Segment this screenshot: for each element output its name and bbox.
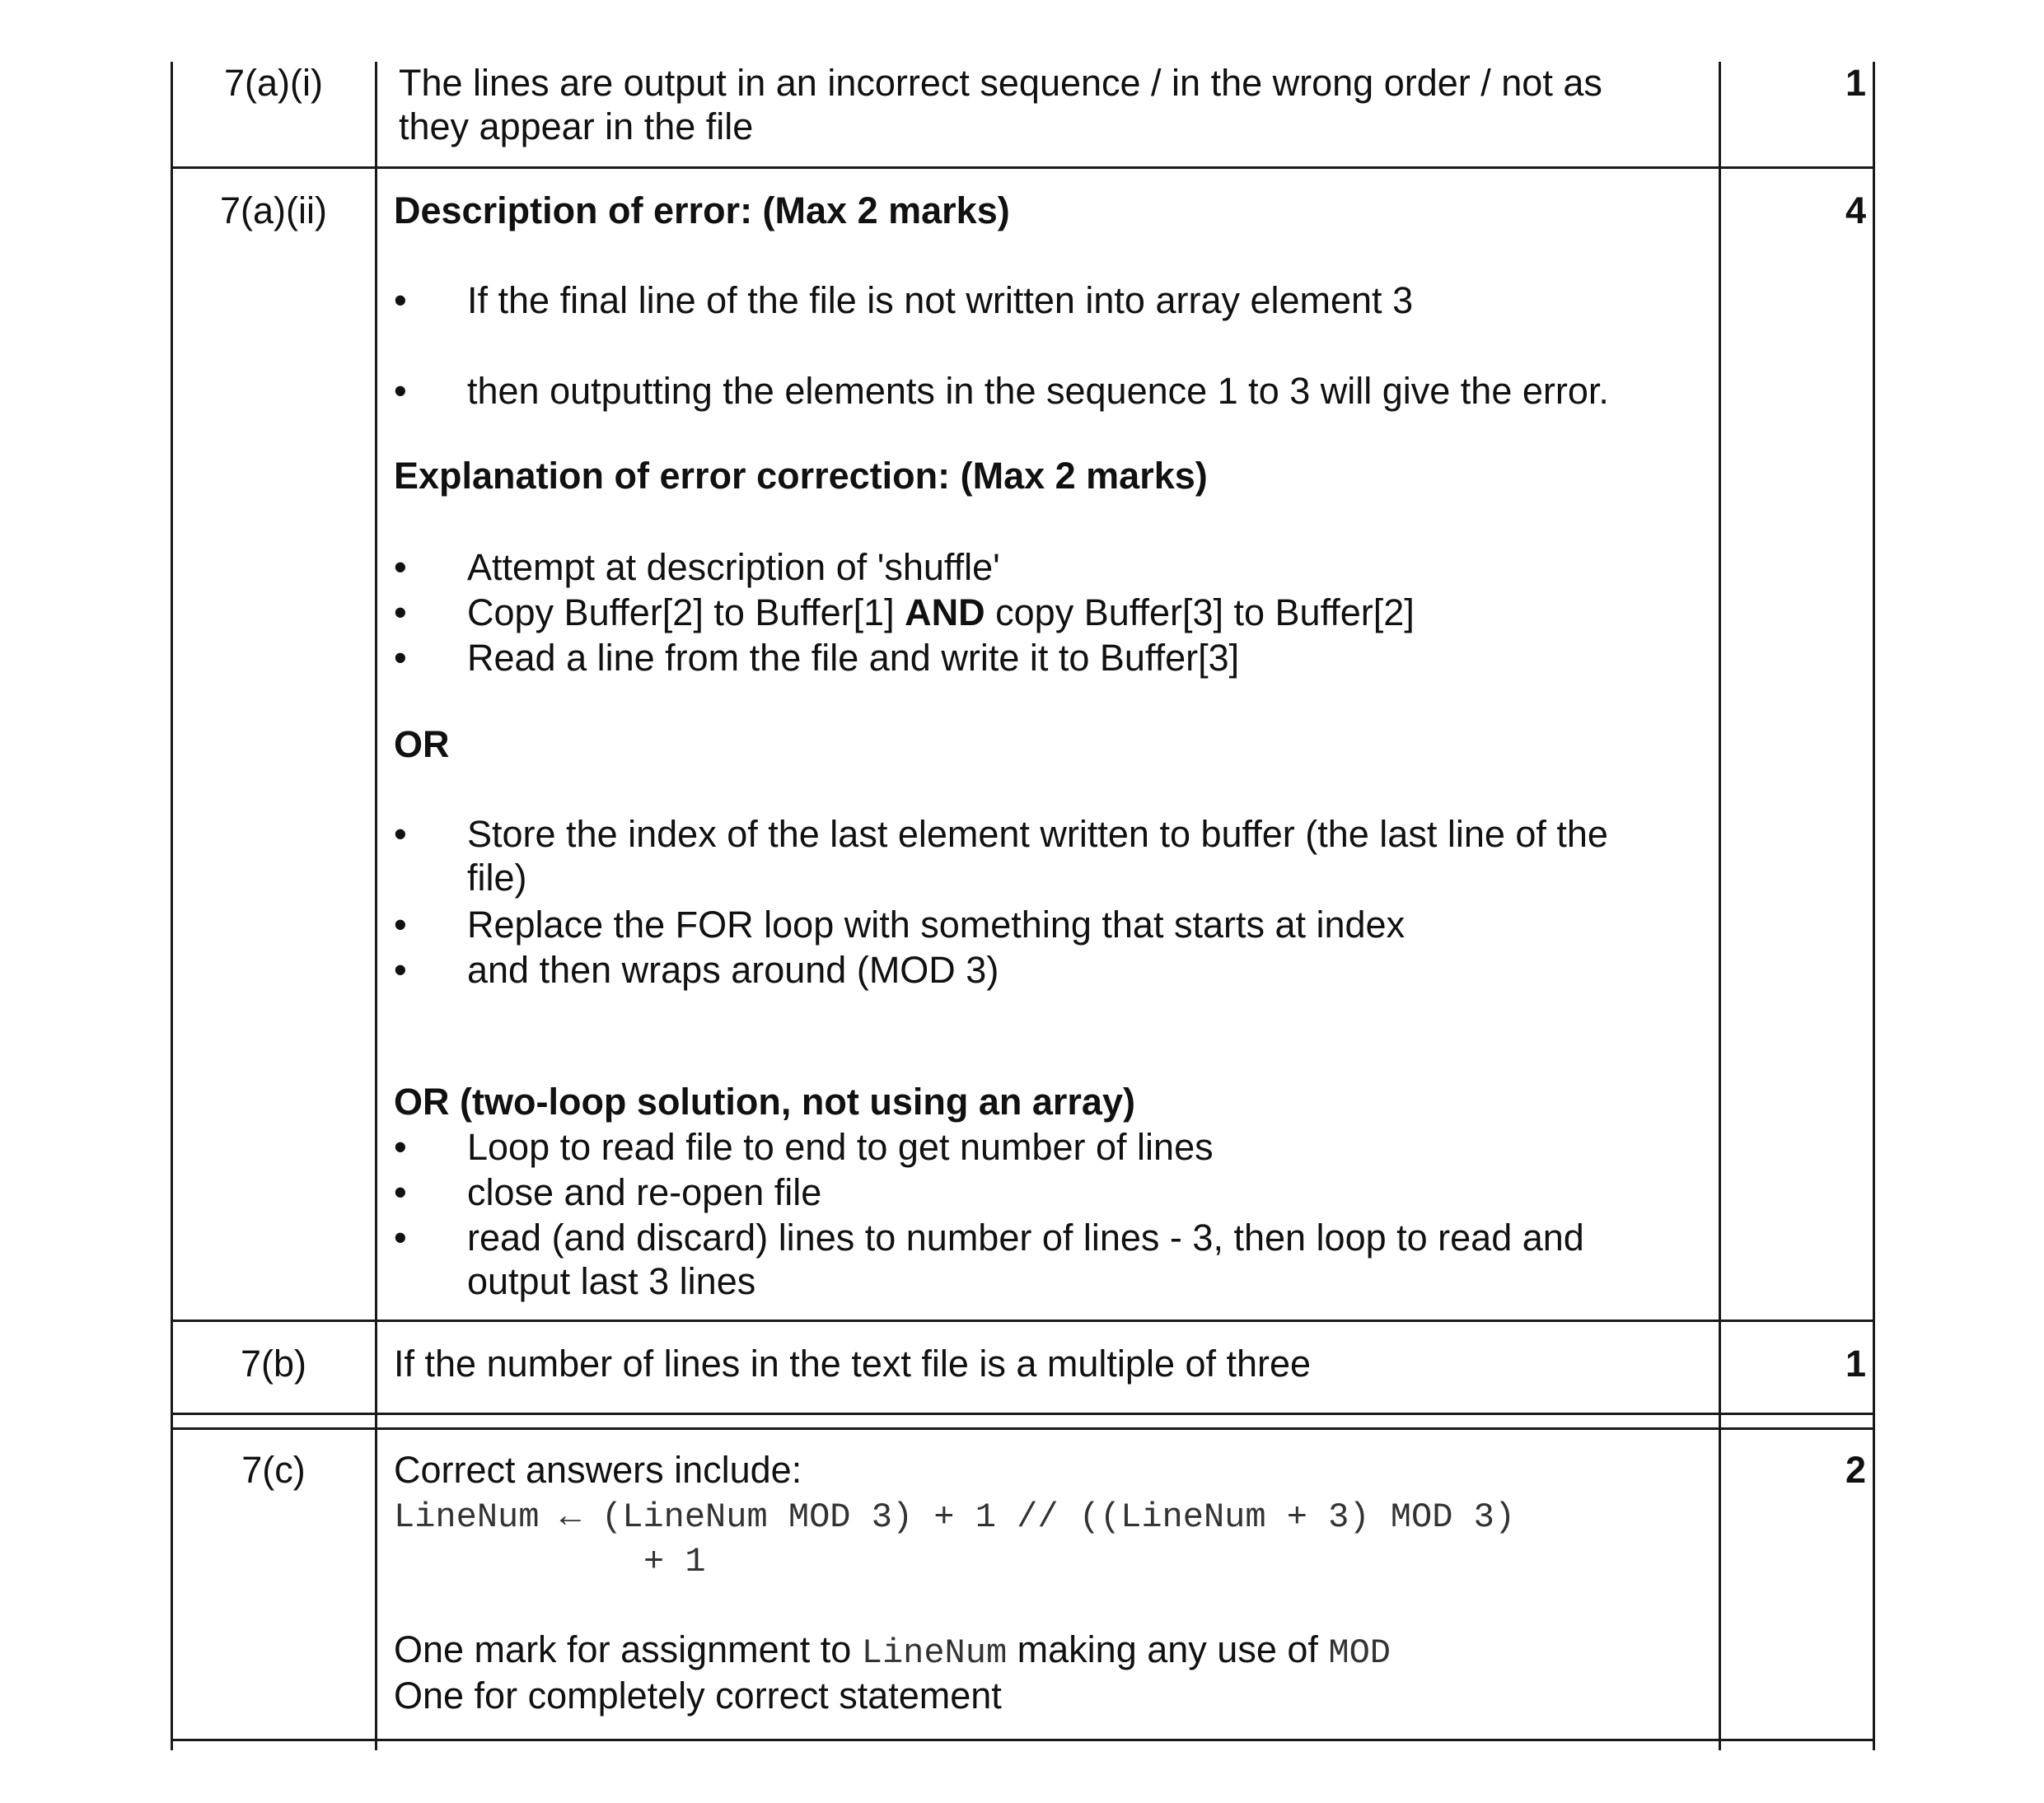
bullet-icon: •: [394, 279, 407, 321]
marking-note: [394, 1627, 1391, 1676]
bullet-icon: •: [394, 1171, 407, 1213]
table-border-bottom: [171, 1739, 1875, 1741]
answer-intro: Correct answers include:: [394, 1449, 802, 1491]
bullet-text-part: Copy Buffer[2] to Buffer[1]: [467, 591, 905, 633]
question-number: 7(c): [241, 1449, 306, 1491]
row-divider: [171, 166, 1875, 169]
row-divider: [171, 1320, 1875, 1322]
note-text: One mark for assignment to: [394, 1628, 862, 1670]
answer-text: If the number of lines in the text file is a multiple of three: [394, 1343, 1312, 1385]
bullet-item: close and re-open file: [467, 1171, 822, 1213]
bullet-icon: •: [394, 904, 407, 946]
or-heading: OR: [394, 723, 450, 765]
bullet-icon: •: [394, 546, 407, 588]
bullet-item-continuation: file): [467, 857, 527, 899]
marks-value: 4: [1845, 189, 1866, 231]
row-divider: [171, 1427, 1875, 1430]
code-line-continuation: + 1: [643, 1542, 706, 1581]
row-divider: [171, 1413, 1875, 1415]
note-text: making any use of: [1007, 1628, 1329, 1670]
bullet-item: then outputting the elements in the sequence 1 to 3 will give the error.: [467, 370, 1609, 412]
bullet-icon: •: [394, 949, 407, 991]
bullet-text-bold: AND: [905, 591, 985, 633]
bullet-icon: •: [394, 1126, 407, 1168]
marks-value: 2: [1845, 1449, 1866, 1491]
bullet-item: read (and discard) lines to number of lines - 3, then loop to read and: [467, 1217, 1584, 1259]
inline-code: LineNum: [861, 1633, 1008, 1673]
column-divider-marks: [1719, 62, 1721, 1750]
section-heading: Explanation of error correction: (Max 2 marks): [394, 455, 1208, 497]
section-heading: Description of error: (Max 2 marks): [394, 189, 1010, 231]
bullet-item: Store the index of the last element written to buffer (the last line of the: [467, 813, 1608, 855]
column-divider-question: [375, 62, 377, 1750]
or-heading: OR (two-loop solution, not using an array): [394, 1081, 1135, 1123]
inline-code: MOD: [1328, 1633, 1392, 1673]
question-number: 7(a)(i): [224, 62, 323, 104]
bullet-item: Loop to read file to end to get number of lines: [467, 1126, 1214, 1168]
bullet-item: and then wraps around (MOD 3): [467, 949, 999, 991]
bullet-item: Attempt at description of 'shuffle': [467, 546, 1000, 588]
marks-value: 1: [1845, 62, 1866, 104]
bullet-text-part: copy Buffer[3] to Buffer[2]: [985, 591, 1415, 633]
bullet-item: Replace the FOR loop with something that starts at index: [467, 904, 1406, 946]
bullet-item: If the final line of the file is not written into array element 3: [467, 279, 1414, 321]
answer-text-line: The lines are output in an incorrect sequence / in the wrong order / not as: [399, 62, 1602, 104]
bullet-item: [467, 590, 1415, 635]
bullet-item-continuation: output last 3 lines: [467, 1260, 756, 1302]
marks-value: 1: [1845, 1343, 1866, 1385]
code-line: LineNum ← (LineNum MOD 3) + 1 // ((LineNum + 3) MOD 3): [394, 1497, 1516, 1537]
question-number: 7(b): [240, 1343, 307, 1385]
bullet-item: Read a line from the file and write it to Buffer[3]: [467, 637, 1240, 679]
marking-note: One for completely correct statement: [394, 1675, 1002, 1717]
table-border-left: [171, 62, 173, 1750]
answer-text-line: they appear in the file: [399, 105, 754, 147]
bullet-icon: •: [394, 1217, 407, 1259]
bullet-icon: •: [394, 813, 407, 855]
bullet-icon: •: [394, 591, 407, 633]
bullet-icon: •: [394, 370, 407, 412]
question-number: 7(a)(ii): [220, 189, 327, 231]
bullet-icon: •: [394, 637, 407, 679]
table-border-right: [1873, 62, 1875, 1750]
